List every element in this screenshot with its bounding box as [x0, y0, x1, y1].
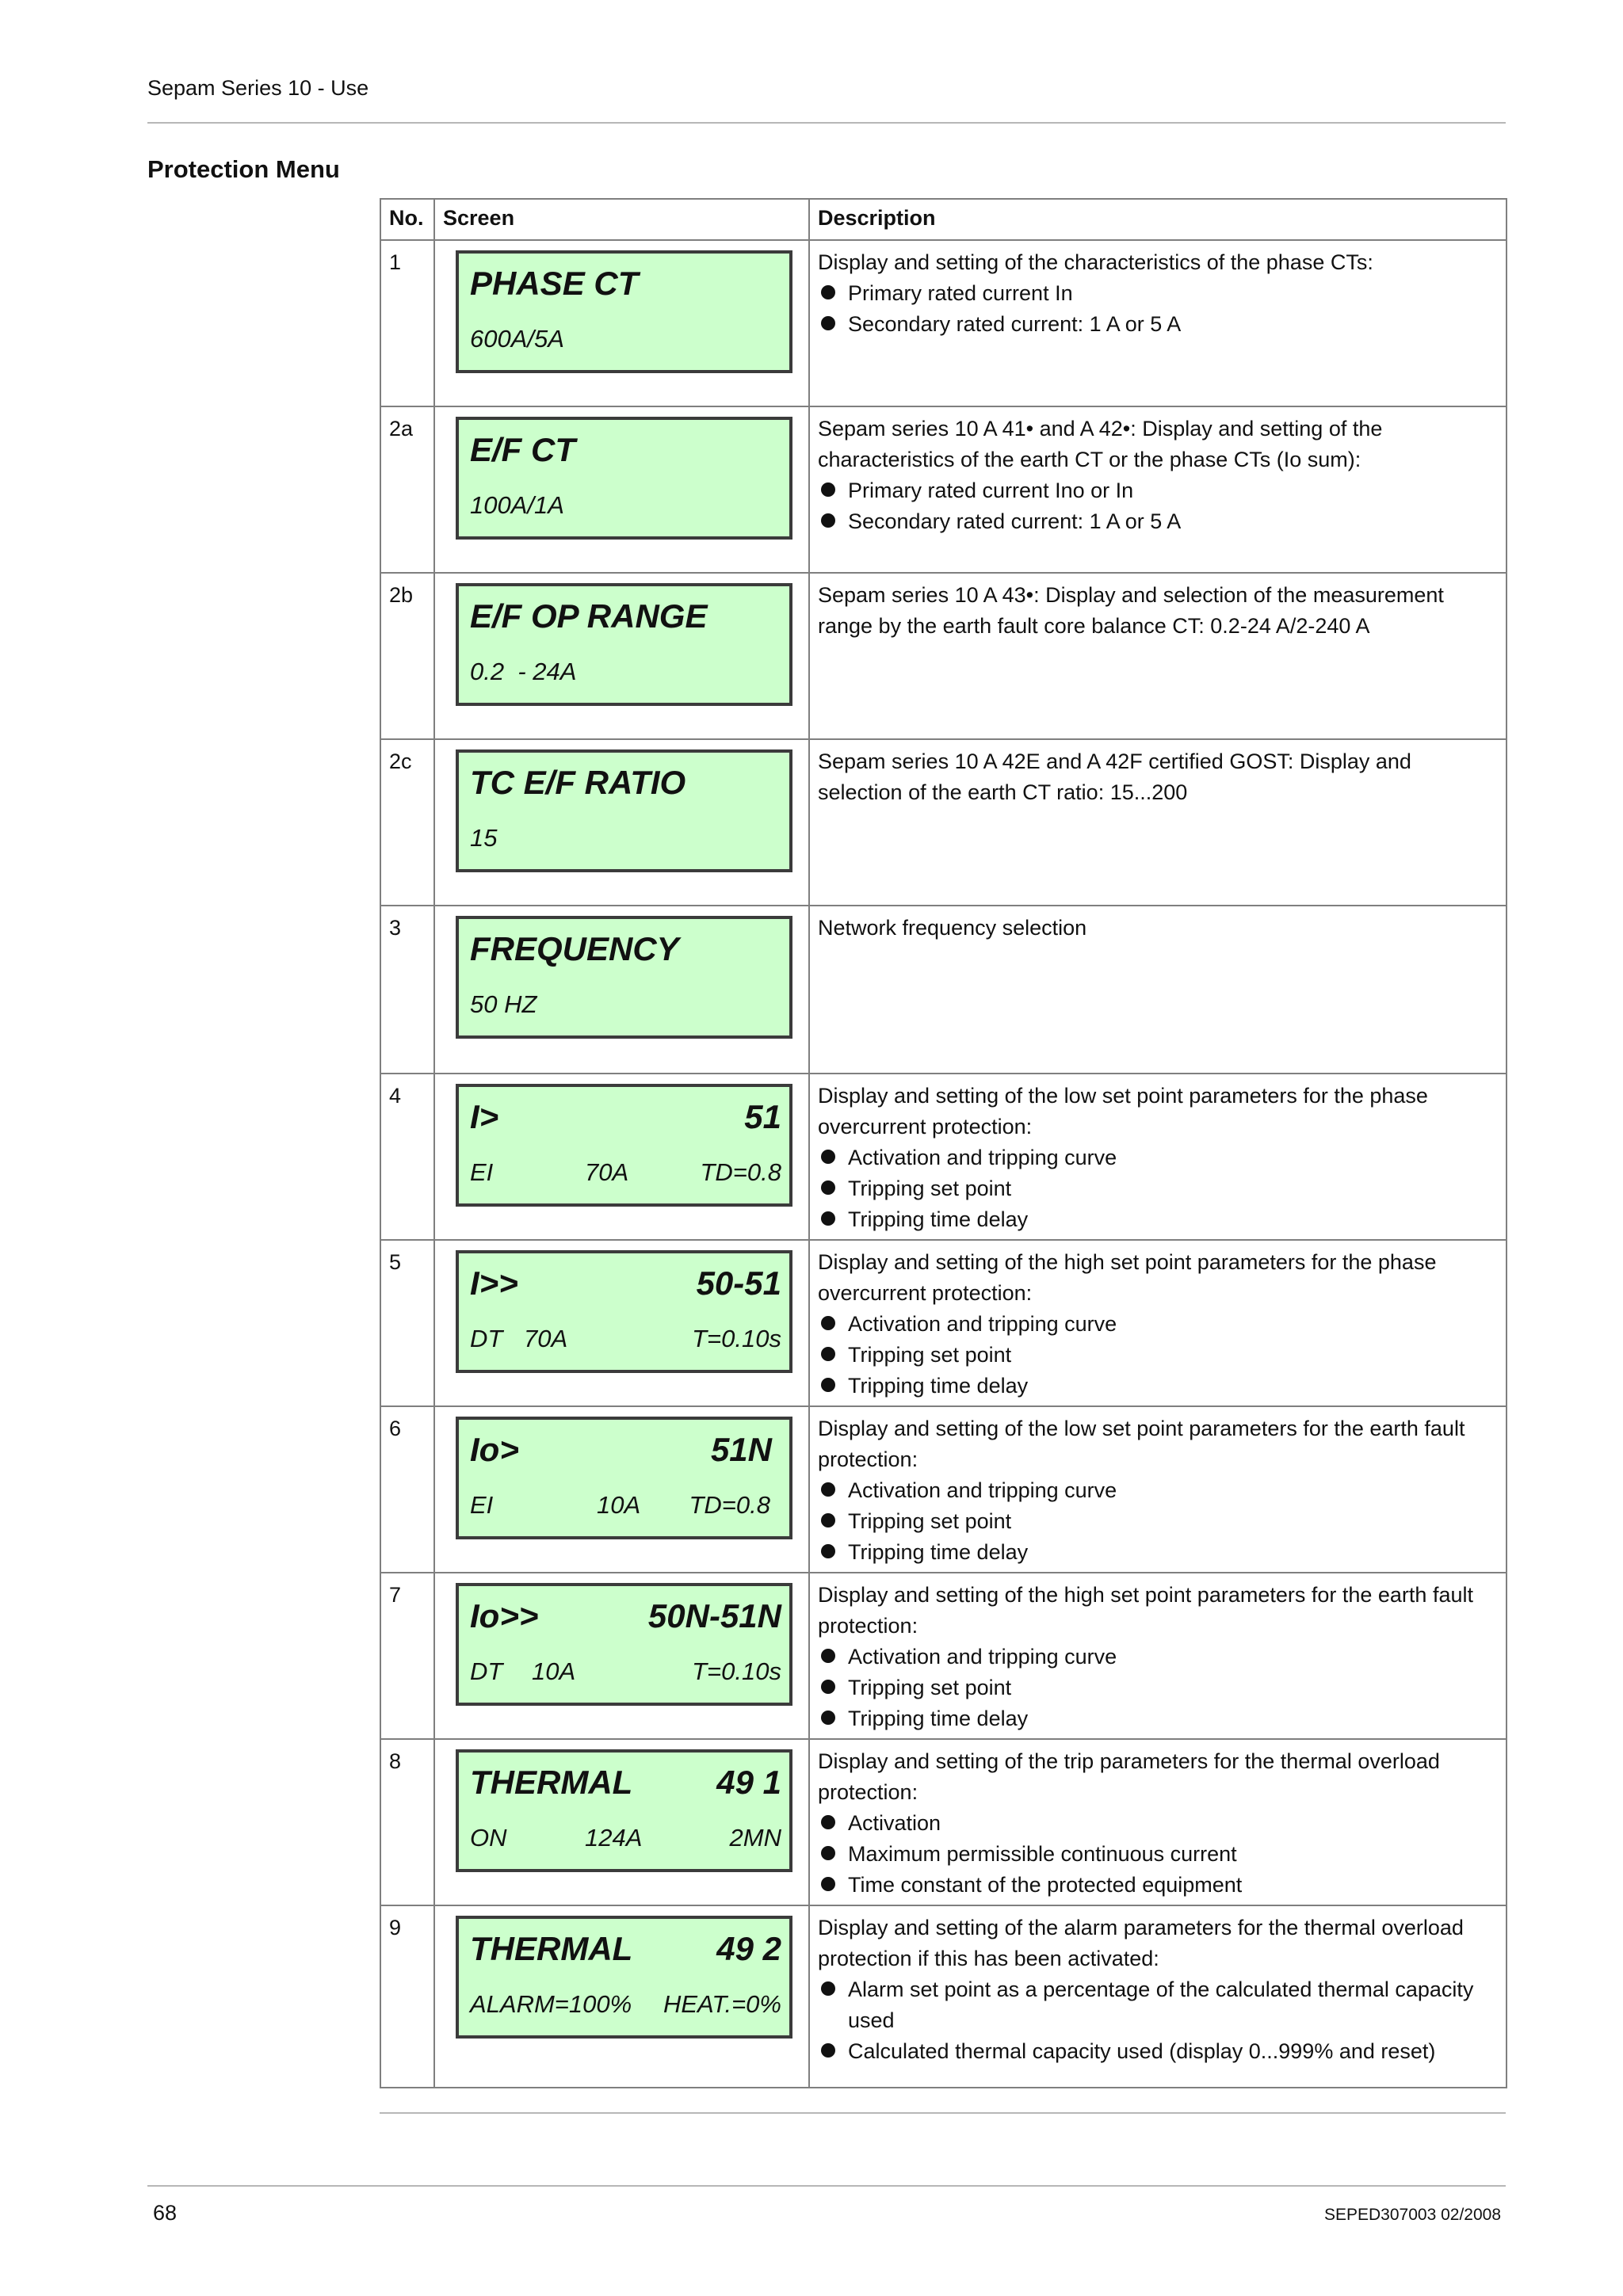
description-cell: [809, 573, 1507, 739]
lcd-ansi-code: 51N: [710, 1431, 772, 1468]
list-item: Activation and tripping curve: [818, 1475, 1498, 1506]
list-item: Maximum permissible continuous current: [818, 1839, 1498, 1870]
lcd-value: 100A/1A: [470, 491, 564, 519]
list-item: Alarm set point as a percentage of the calculated thermal capacity used: [818, 1974, 1498, 2036]
screen-cell: [434, 1905, 809, 2088]
description-text: Display and setting of the low set point parameters for the earth fault protection:: [818, 1417, 1465, 1471]
lcd-display: [456, 916, 792, 1039]
lcd-ansi-code: 51: [744, 1098, 781, 1135]
row-number: 5: [380, 1240, 434, 1406]
lcd-delay: TD=0.8: [689, 1491, 770, 1519]
lcd-heat: HEAT.=0%: [663, 1990, 781, 2018]
list-item: Tripping set point: [818, 1173, 1498, 1204]
screen-cell: [434, 1240, 809, 1406]
list-item: Tripping set point: [818, 1672, 1498, 1703]
lcd-title: Io>>: [470, 1597, 539, 1634]
description-text: Display and setting of the alarm parameters for the thermal overload protection if this has been activated:: [818, 1916, 1464, 1970]
row-number: 4: [380, 1074, 434, 1240]
table-row: [380, 406, 1507, 573]
list-item: Primary rated current Ino or In: [818, 475, 1498, 506]
lcd-display: [456, 1583, 792, 1706]
column-header-description: Description: [809, 199, 1507, 240]
lcd-title: PHASE CT: [470, 265, 639, 302]
description-cell: [809, 906, 1507, 1074]
table-row: [380, 1074, 1507, 1240]
lcd-time-constant: 2MN: [729, 1824, 781, 1852]
table-row: [380, 1240, 1507, 1406]
screen-cell: [434, 1406, 809, 1573]
list-item: Activation and tripping curve: [818, 1642, 1498, 1672]
table-row: [380, 1406, 1507, 1573]
lcd-title: I>>: [470, 1264, 518, 1302]
section-title: Protection Menu: [147, 155, 340, 183]
screen-cell: [434, 406, 809, 573]
description-text: Display and setting of the characteristics of the phase CTs:: [818, 250, 1373, 274]
lcd-value: 0.2 - 24A: [470, 658, 577, 685]
list-item: Tripping time delay: [818, 1703, 1498, 1734]
lcd-setpoint: 70A: [585, 1158, 629, 1186]
lcd-display: [456, 1749, 792, 1872]
row-number: 7: [380, 1573, 434, 1739]
lcd-display: [456, 417, 792, 540]
lcd-display: [456, 583, 792, 706]
description-cell: [809, 1739, 1507, 1905]
lcd-title: E/F CT: [470, 431, 575, 468]
row-number: 2b: [380, 573, 434, 739]
protection-menu-table: [380, 198, 1507, 2088]
lcd-display: [456, 250, 792, 373]
lcd-title: I>: [470, 1098, 499, 1135]
lcd-delay: T=0.10s: [692, 1657, 781, 1685]
lcd-display: [456, 1916, 792, 2039]
lcd-display: [456, 1084, 792, 1207]
header-rule: [147, 122, 1506, 124]
lcd-display: [456, 1250, 792, 1373]
column-header-no: No.: [380, 199, 434, 240]
description-cell: [809, 1905, 1507, 2088]
lcd-setpoint: 10A: [532, 1657, 576, 1685]
table-row: [380, 1573, 1507, 1739]
lcd-curve: DT: [470, 1325, 503, 1352]
screen-cell: [434, 906, 809, 1074]
document-reference: SEPED307003 02/2008: [1323, 2206, 1501, 2224]
list-item: Tripping time delay: [818, 1371, 1498, 1402]
table-row: [380, 739, 1507, 906]
lcd-title: THERMAL: [470, 1764, 633, 1801]
screen-cell: [434, 739, 809, 906]
list-item: Tripping time delay: [818, 1537, 1498, 1568]
description-text: Display and setting of the high set point parameters for the phase overcurrent protection:: [818, 1250, 1437, 1305]
table-bottom-rule: [380, 2112, 1506, 2114]
description-cell: [809, 1074, 1507, 1240]
description-text: Sepam series 10 A 43•: Display and selection of the measurement range by the earth fault core balance CT: 0.2-24 A/2-240 A: [818, 583, 1444, 638]
screen-cell: [434, 1074, 809, 1240]
lcd-title: TC E/F RATIO: [470, 764, 686, 801]
list-item: Tripping set point: [818, 1340, 1498, 1371]
lcd-curve: EI: [470, 1491, 494, 1519]
row-number: 2a: [380, 406, 434, 573]
row-number: 1: [380, 240, 434, 406]
lcd-activation: ON: [470, 1824, 507, 1852]
row-number: 6: [380, 1406, 434, 1573]
list-item: Activation and tripping curve: [818, 1142, 1498, 1173]
table-row: [380, 240, 1507, 406]
description-text: Sepam series 10 A 42E and A 42F certified GOST: Display and selection of the earth CT ratio: 15...200: [818, 749, 1411, 804]
lcd-delay: TD=0.8: [700, 1158, 781, 1186]
table-row: [380, 906, 1507, 1074]
lcd-title: Io>: [470, 1431, 519, 1468]
lcd-curve: EI: [470, 1158, 494, 1186]
description-text: Display and setting of the low set point parameters for the phase overcurrent protection:: [818, 1084, 1428, 1138]
list-item: Tripping time delay: [818, 1204, 1498, 1235]
list-item: Activation and tripping curve: [818, 1309, 1498, 1340]
row-number: 3: [380, 906, 434, 1074]
column-header-screen: Screen: [434, 199, 809, 240]
table-row: [380, 1905, 1507, 2088]
screen-cell: [434, 573, 809, 739]
list-item: Secondary rated current: 1 A or 5 A: [818, 506, 1498, 537]
list-item: Primary rated current In: [818, 278, 1498, 309]
lcd-ansi-code: 50N-51N: [647, 1597, 781, 1634]
lcd-value: 600A/5A: [470, 325, 564, 353]
lcd-current: 124A: [585, 1824, 643, 1852]
list-item: Time constant of the protected equipment: [818, 1870, 1498, 1901]
lcd-value: 50 HZ: [470, 990, 537, 1018]
description-text: Display and setting of the high set point parameters for the earth fault protection:: [818, 1583, 1473, 1638]
description-cell: [809, 406, 1507, 573]
description-text: Sepam series 10 A 41• and A 42•: Display and setting of the characteristics of the earth CT or the phase CTs (Io sum):: [818, 417, 1383, 471]
list-item: Calculated thermal capacity used (display 0...999% and reset): [818, 2036, 1498, 2067]
lcd-setpoint: 70A: [524, 1325, 568, 1352]
lcd-ansi-code: 49 1: [716, 1764, 781, 1801]
row-number: 2c: [380, 739, 434, 906]
lcd-curve: DT: [470, 1657, 503, 1685]
description-text: Display and setting of the trip parameters for the thermal overload protection:: [818, 1749, 1440, 1804]
lcd-setpoint: 10A: [597, 1491, 641, 1519]
lcd-ansi-code: 49 2: [716, 1930, 781, 1967]
screen-cell: [434, 1573, 809, 1739]
row-number: 8: [380, 1739, 434, 1905]
lcd-ansi-code: 50-51: [696, 1264, 781, 1302]
description-cell: [809, 1240, 1507, 1406]
description-cell: [809, 1406, 1507, 1573]
lcd-title: E/F OP RANGE: [470, 597, 708, 635]
row-number: 9: [380, 1905, 434, 2088]
list-item: Secondary rated current: 1 A or 5 A: [818, 309, 1498, 340]
list-item: Activation: [818, 1808, 1498, 1839]
footer-rule: [147, 2185, 1506, 2187]
lcd-title: FREQUENCY: [470, 930, 679, 967]
description-text: Network frequency selection: [818, 916, 1087, 940]
lcd-value: 15: [470, 824, 498, 852]
lcd-alarm: ALARM=100%: [470, 1990, 632, 2018]
table-row: [380, 573, 1507, 739]
table-header-row: [380, 199, 1507, 240]
screen-cell: [434, 240, 809, 406]
lcd-display: [456, 749, 792, 872]
lcd-title: THERMAL: [470, 1930, 633, 1967]
list-item: Tripping set point: [818, 1506, 1498, 1537]
page-number: 68: [153, 2201, 178, 2225]
lcd-display: [456, 1417, 792, 1539]
lcd-delay: T=0.10s: [692, 1325, 781, 1352]
running-header: Sepam Series 10 - Use: [147, 76, 369, 100]
description-cell: [809, 1573, 1507, 1739]
screen-cell: [434, 1739, 809, 1905]
description-cell: [809, 739, 1507, 906]
table-row: [380, 1739, 1507, 1905]
description-cell: [809, 240, 1507, 406]
